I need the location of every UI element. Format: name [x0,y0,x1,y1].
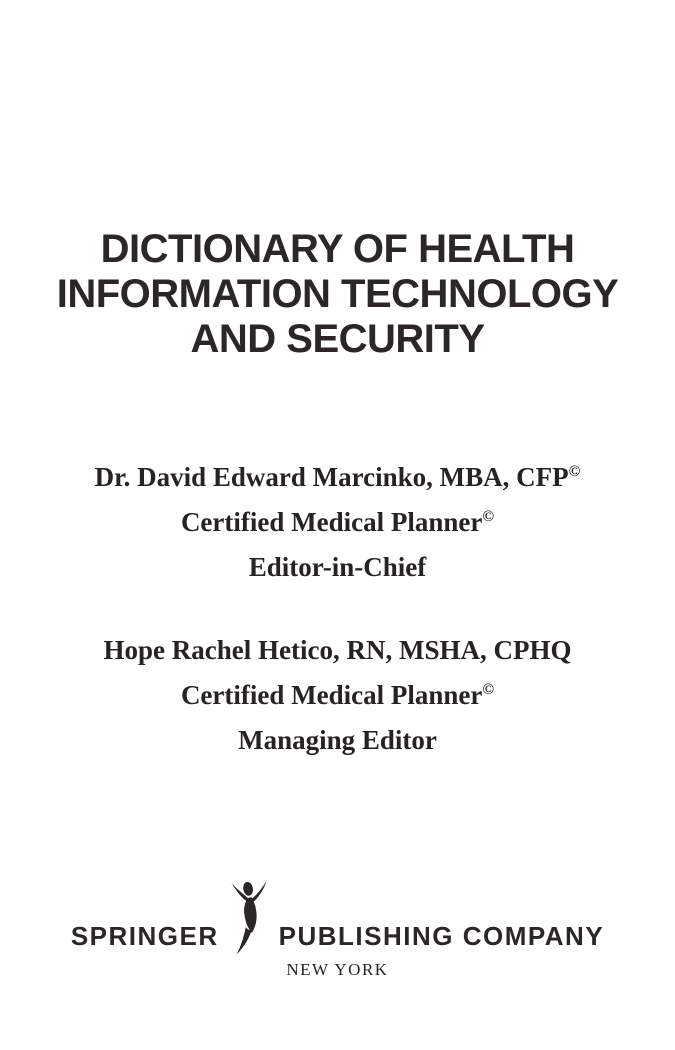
copyright-superscript: © [568,463,581,480]
editor-name [0,455,675,500]
editor-credential [0,500,675,545]
book-title-line-2: INFORMATION TECHNOLOGY [56,272,619,316]
editor-in-chief-block [0,455,675,590]
publisher-logo-row [0,880,675,949]
publisher-imprint [0,880,675,980]
editor-credential [0,673,675,718]
editor-credential-text: Certified Medical Planner [180,507,483,537]
book-title-line-1: DICTIONARY OF HEALTH [100,227,575,271]
editor-name [0,628,675,673]
springer-figure-icon [224,880,274,956]
publisher-name-right: PUBLISHING COMPANY [278,921,605,951]
editor-role: Managing Editor [238,725,437,755]
publisher-name-left: SPRINGER [70,921,219,951]
editor-name-text: Dr. David Edward Marcinko, MBA, CFP [94,462,569,492]
book-title-line-3: AND SECURITY [190,317,485,361]
publisher-location: NEW YORK [286,960,389,979]
editor-name-text: Hope Rachel Hetico, RN, MSHA, CPHQ [103,635,572,665]
editor-role: Editor-in-Chief [248,552,427,582]
managing-editor-block [0,628,675,763]
editor-credential-text: Certified Medical Planner [180,680,483,710]
copyright-superscript: © [482,508,495,525]
copyright-superscript: © [482,681,495,698]
book-title [0,227,675,362]
